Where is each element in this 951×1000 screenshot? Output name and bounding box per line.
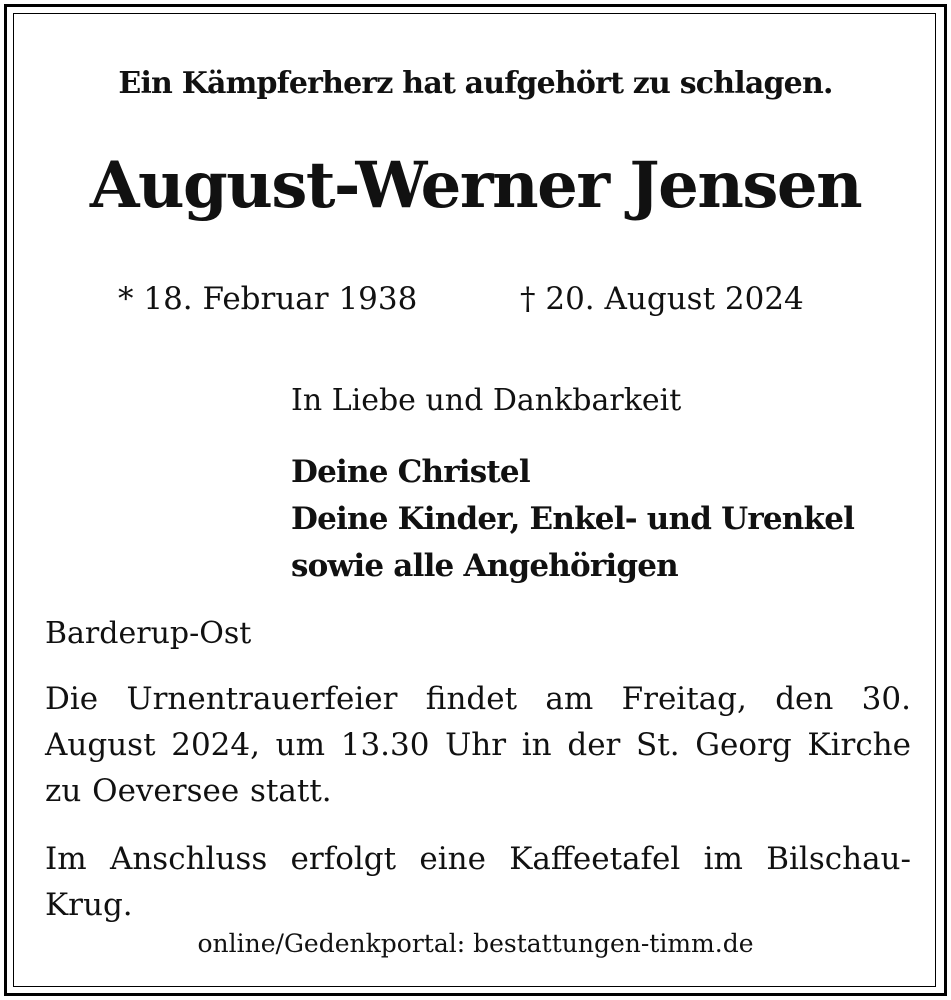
dedication: In Liebe und Dankbarkeit [291, 383, 682, 418]
birth-date: * 18. Februar 1938 [118, 281, 418, 317]
reception-notice: Im Anschluss erfolgt eine Kaffeetafel im Bilschau-Krug. [45, 841, 911, 923]
place: Barderup-Ost [45, 616, 252, 651]
death-date: † 20. August 2024 [520, 281, 804, 317]
funeral-notice: Die Urnentrauerfeier findet am Freitag, den 30. August 2024, um 13.30 Uhr in der St. Georg Kirche zu Oeversee statt. [45, 681, 911, 809]
mourner-line: Deine Christel [291, 454, 530, 490]
online-portal-link[interactable]: online/Gedenkportal: bestattungen-timm.de [197, 929, 754, 958]
mourner-line: Deine Kinder, Enkel- und Urenkel [291, 501, 855, 537]
deceased-name: August-Werner Jensen [89, 148, 862, 223]
mourners-list [291, 449, 854, 590]
mourner-line: sowie alle Angehörigen [291, 548, 678, 584]
headline: Ein Kämpferherz hat aufgehört zu schlagen. [118, 66, 833, 101]
